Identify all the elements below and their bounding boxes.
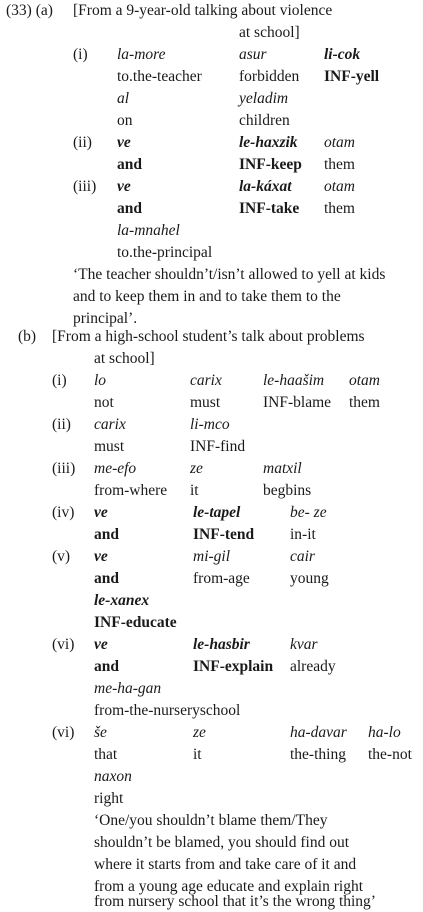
gloss-line: [0, 480, 423, 502]
gloss-word: from-the-nurseryschool: [94, 702, 241, 719]
source-line: [0, 634, 423, 656]
source-word: me-efo: [94, 460, 137, 477]
gloss-word: and: [117, 156, 142, 173]
source-line: [0, 370, 423, 392]
gloss-line: [0, 700, 423, 722]
source-word: naxon: [94, 768, 132, 785]
source-line: [0, 176, 423, 198]
gloss-word: right: [94, 790, 124, 807]
free-translation-line: ‘One/you shouldn’t blame them/They: [94, 812, 328, 829]
source-word: kvar: [290, 636, 318, 653]
source-line: [0, 502, 423, 524]
source-word: le-tapel: [193, 504, 241, 521]
source-word: al: [117, 90, 130, 107]
example-a-header-line: [0, 0, 423, 22]
gloss-word: the-thing: [290, 746, 346, 763]
source-word: ze: [193, 724, 206, 741]
source-line: [0, 458, 423, 480]
source-line: [0, 590, 423, 612]
gloss-word: forbidden: [239, 68, 300, 85]
source-word: lo: [94, 372, 107, 389]
example-number: (b): [18, 328, 37, 345]
context-continuation: [0, 348, 423, 370]
source-word: le-xanex: [94, 592, 150, 609]
source-line: [0, 132, 423, 154]
source-line: [0, 220, 423, 242]
source-word: li-cok: [324, 46, 361, 63]
gloss-word: children: [239, 112, 290, 129]
source-word: otam: [349, 372, 380, 389]
source-word: carix: [190, 372, 222, 389]
gloss-word: the-not: [368, 746, 412, 763]
context-continuation: [0, 22, 423, 44]
source-word: yeladim: [239, 90, 289, 107]
gloss-line: [0, 568, 423, 590]
source-line: [0, 678, 423, 700]
gloss-word: it: [190, 482, 199, 499]
gloss-word: them: [349, 394, 380, 411]
gloss-word: them: [324, 156, 355, 173]
source-word: be- ze: [290, 504, 327, 521]
line-number: (vi): [52, 636, 75, 653]
source-word: mi-gil: [193, 548, 231, 565]
gloss-word: and: [117, 200, 142, 217]
gloss-word: INF-take: [239, 200, 300, 217]
source-word: le-haxzik: [239, 134, 298, 151]
source-word: ve: [94, 636, 108, 653]
example-number: (33) (a): [6, 2, 53, 19]
line-number: (ii): [52, 416, 71, 433]
source-line: [0, 88, 423, 110]
source-word: li-mco: [190, 416, 230, 433]
gloss-line: [0, 154, 423, 176]
source-word: la-more: [117, 46, 166, 63]
gloss-word: INF-find: [190, 438, 246, 455]
line-number: (v): [52, 548, 71, 565]
source-word: la-káxat: [239, 178, 292, 195]
source-line: [0, 546, 423, 568]
gloss-line: [0, 788, 423, 810]
line-number: (iii): [52, 460, 76, 477]
source-word: asur: [239, 46, 267, 63]
gloss-line: [0, 656, 423, 678]
source-word: še: [94, 724, 107, 741]
source-word: le-hasbir: [193, 636, 250, 653]
gloss-line: [0, 242, 423, 264]
source-word: ha-davar: [290, 724, 347, 741]
source-word: la-mnahel: [117, 222, 180, 239]
line-number: (i): [73, 46, 88, 63]
context-line: at school]: [239, 24, 300, 41]
gloss-line: [0, 66, 423, 88]
gloss-word: INF-keep: [239, 156, 302, 173]
source-word: ve: [117, 178, 131, 195]
gloss-line: [0, 524, 423, 546]
gloss-word: that: [94, 746, 118, 763]
source-word: cair: [290, 548, 315, 565]
source-word: matxil: [263, 460, 302, 477]
source-word: ze: [190, 460, 203, 477]
source-word: otam: [324, 178, 355, 195]
free-translation-line: ‘The teacher shouldn’t/isn’t allowed to yell at kids: [73, 266, 386, 283]
source-line: [0, 722, 423, 744]
source-line: [0, 414, 423, 436]
source-word: me-ha-gan: [94, 680, 162, 697]
example-b-header-line: [0, 326, 423, 348]
gloss-line: [0, 744, 423, 766]
source-line: [0, 766, 423, 788]
gloss-line: [0, 110, 423, 132]
source-word: le-haašim: [263, 372, 325, 389]
gloss-word: and: [94, 526, 119, 543]
gloss-word: not: [94, 394, 114, 411]
gloss-word: from-age: [193, 570, 250, 587]
gloss-word: INF-blame: [263, 394, 332, 411]
gloss-word: in-it: [290, 526, 316, 543]
gloss-word: INF-explain: [193, 658, 274, 675]
line-number: (vi): [52, 724, 75, 741]
free-translation-line: from nursery school that it’s the wrong thing’: [94, 893, 376, 910]
line-number: (iii): [73, 178, 97, 195]
gloss-word: begbins: [263, 482, 312, 499]
gloss-word: INF-tend: [193, 526, 255, 543]
free-translation-line: shouldn’t be blamed, you should find out: [94, 834, 350, 851]
gloss-word: them: [324, 200, 355, 217]
line-number: (iv): [52, 504, 75, 521]
context-line: [From a 9-year-old talking about violence: [73, 2, 333, 19]
gloss-line: [0, 392, 423, 414]
source-word: otam: [324, 134, 355, 151]
free-translation-line: from a young age educate and explain right: [94, 878, 363, 895]
source-word: ha-lo: [368, 724, 401, 741]
gloss-word: already: [290, 658, 336, 675]
gloss-word: INF-yell: [324, 68, 380, 85]
source-word: ve: [117, 134, 131, 151]
gloss-word: from-where: [94, 482, 168, 499]
gloss-line: [0, 436, 423, 458]
source-word: carix: [94, 416, 126, 433]
gloss-word: INF-educate: [94, 614, 177, 631]
source-line: [0, 44, 423, 66]
gloss-word: young: [290, 570, 329, 587]
gloss-word: and: [94, 570, 119, 587]
context-line: at school]: [94, 350, 155, 367]
source-word: ve: [94, 548, 108, 565]
context-line: [From a high-school student’s talk about problems: [52, 328, 365, 345]
gloss-word: must: [94, 438, 125, 455]
source-word: ve: [94, 504, 108, 521]
free-translation-line: where it starts from and take care of it and: [94, 856, 357, 873]
gloss-word: must: [190, 394, 221, 411]
free-translation-line: and to keep them in and to take them to the: [73, 288, 341, 305]
line-number: (ii): [73, 134, 92, 151]
gloss-word: and: [94, 658, 119, 675]
gloss-word: on: [117, 112, 133, 129]
gloss-line: [0, 612, 423, 634]
gloss-line: [0, 198, 423, 220]
line-number: (i): [52, 372, 67, 389]
gloss-word: it: [193, 746, 202, 763]
free-translation-line: principal’.: [73, 310, 138, 327]
gloss-word: to.the-teacher: [117, 68, 202, 85]
gloss-word: to.the-principal: [117, 244, 213, 261]
